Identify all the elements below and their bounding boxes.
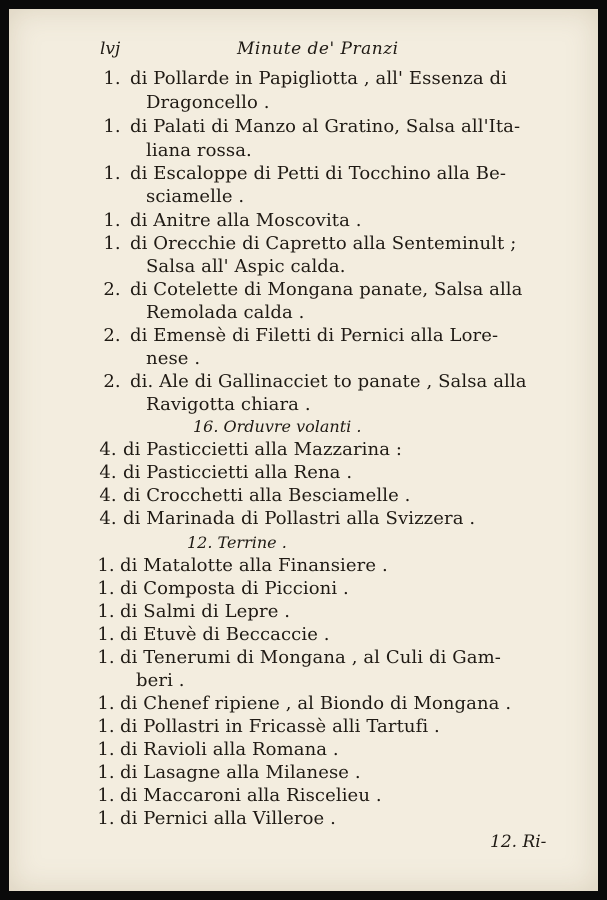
entry-text: di Composta di Piccioni .: [120, 578, 349, 599]
entry-text: Ravigotta chiara .: [146, 394, 311, 415]
entry-text: liana rossa.: [146, 140, 252, 161]
entry-text: di Maccaroni alla Riscelieu .: [120, 785, 382, 806]
entry-count: 1.: [97, 647, 115, 668]
entry-count: 1.: [103, 116, 121, 137]
entry-text: di Tenerumi di Mongana , al Culi di Gam-: [120, 647, 501, 668]
entry-count: 1.: [97, 716, 115, 737]
section-heading-orduvre: 16. Orduvre volanti .: [193, 417, 362, 436]
entry-count: 4.: [99, 508, 117, 529]
entry-text: di Marinada di Pollastri alla Svizzera .: [123, 508, 476, 529]
entry-count: 2.: [103, 279, 121, 300]
entry-text: di Matalotte alla Finansiere .: [120, 555, 388, 576]
entry-count: 1.: [103, 210, 121, 231]
entry-count: 1.: [103, 68, 121, 89]
entry-text: Dragoncello .: [146, 92, 270, 113]
entry-count: 1.: [97, 762, 115, 783]
catchword: 12. Ri-: [490, 832, 547, 852]
entry-text: di Crocchetti alla Besciamelle .: [123, 485, 411, 506]
running-head: Minute de' Pranzi: [237, 39, 399, 59]
folio-number: lvj: [100, 39, 121, 59]
entry-count: 4.: [99, 439, 117, 460]
section-heading-terrine: 12. Terrine .: [187, 533, 287, 552]
entry-count: 2.: [103, 371, 121, 392]
entry-text: di. Ale di Gallinacciet to panate , Salsa alla: [130, 371, 527, 392]
entry-count: 1.: [97, 578, 115, 599]
entry-text: beri .: [136, 670, 185, 691]
entry-text: di Emensè di Filetti di Pernici alla Lore-: [130, 325, 499, 346]
entry-text: di Pasticcietti alla Rena .: [123, 462, 353, 483]
entry-count: 1.: [103, 233, 121, 254]
entry-count: 1.: [97, 624, 115, 645]
entry-count: 1.: [97, 693, 115, 714]
entry-text: di Pollarde in Papigliotta , all' Essenza di: [130, 68, 507, 89]
entry-text: di Salmi di Lepre .: [120, 601, 291, 622]
entry-count: 1.: [97, 739, 115, 760]
entry-text: di Escaloppe di Petti di Tocchino alla Be-: [130, 163, 507, 184]
entry-text: di Chenef ripiene , al Biondo di Mongana .: [120, 693, 512, 714]
entry-count: 1.: [97, 808, 115, 829]
entry-count: 1.: [97, 601, 115, 622]
entry-text: di Cotelette di Mongana panate, Salsa alla: [130, 279, 523, 300]
book-page: [9, 9, 598, 891]
entry-count: 4.: [99, 485, 117, 506]
entry-count: 1.: [103, 163, 121, 184]
entry-text: di Pasticcietti alla Mazzarina :: [123, 439, 403, 460]
entry-text: di Anitre alla Moscovita .: [130, 210, 362, 231]
entry-text: di Orecchie di Capretto alla Senteminult ;: [130, 233, 517, 254]
entry-text: sciamelle .: [146, 186, 245, 207]
entry-count: 1.: [97, 785, 115, 806]
entry-text: di Palati di Manzo al Gratino, Salsa all'Ita-: [130, 116, 521, 137]
entry-count: 2.: [103, 325, 121, 346]
entry-text: Salsa all' Aspic calda.: [146, 256, 346, 277]
entry-count: 1.: [97, 555, 115, 576]
entry-text: di Pernici alla Villeroe .: [120, 808, 336, 829]
entry-text: di Lasagne alla Milanese .: [120, 762, 361, 783]
entry-text: Remolada calda .: [146, 302, 305, 323]
entry-text: di Pollastri in Fricassè alli Tartufi .: [120, 716, 440, 737]
entry-text: di Ravioli alla Romana .: [120, 739, 339, 760]
entry-count: 4.: [99, 462, 117, 483]
entry-text: di Etuvè di Beccaccie .: [120, 624, 330, 645]
entry-text: nese .: [146, 348, 201, 369]
